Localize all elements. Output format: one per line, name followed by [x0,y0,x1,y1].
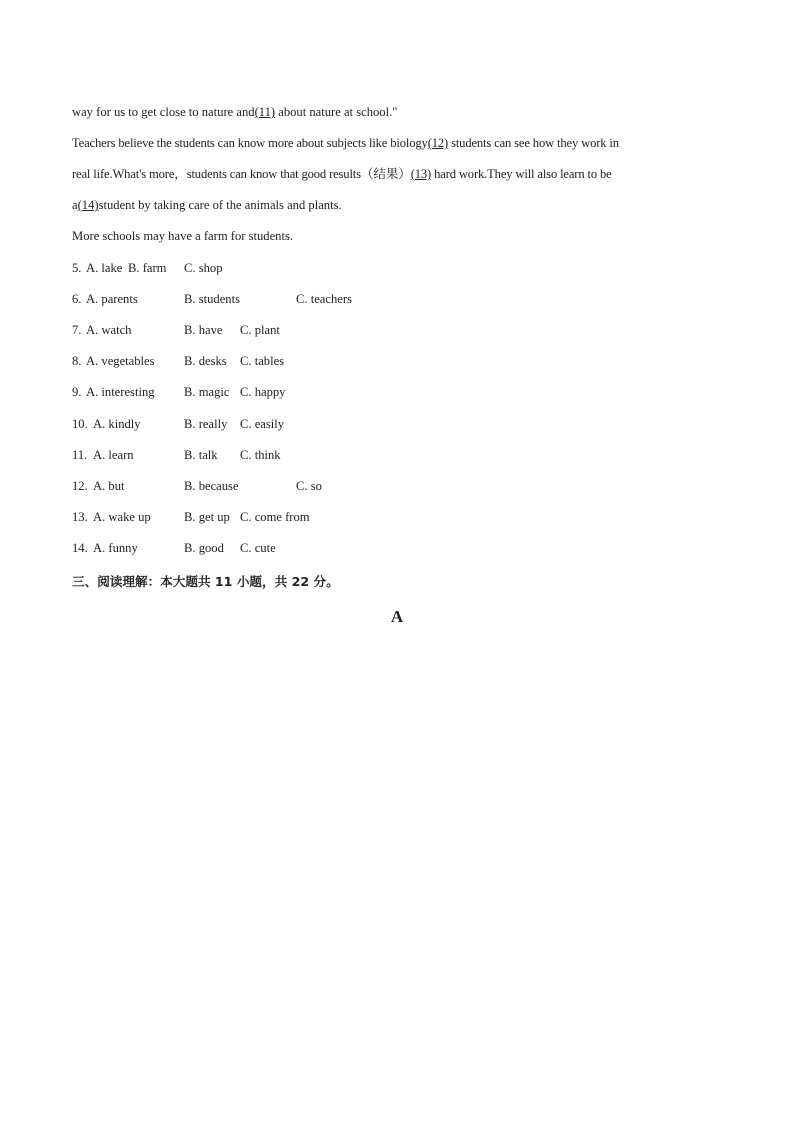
passage-line-1: way for us to get close to nature and(11) about nature at school." [72,105,398,119]
section-heading: 三、阅读理解：本大题共 11 小题，共 22 分。 [72,574,339,589]
passage-line-5: More schools may have a farm for students. [72,229,294,243]
blank-11: (11) [254,105,276,119]
blank-12: (12) [427,136,449,150]
section-label: A [390,607,404,626]
blank-13: (13) [410,167,432,181]
passage-line-3: real life.What's more，students can know that good results（结果）(13) hard work.They will also learn to be [72,167,612,181]
passage-line-4: a(14)student by taking care of the animals and plants. [72,198,342,212]
blank-14: (14) [77,198,99,212]
passage-line-2: Teachers believe the students can know more about subjects like biology(12) students can see how they work in [72,136,619,150]
